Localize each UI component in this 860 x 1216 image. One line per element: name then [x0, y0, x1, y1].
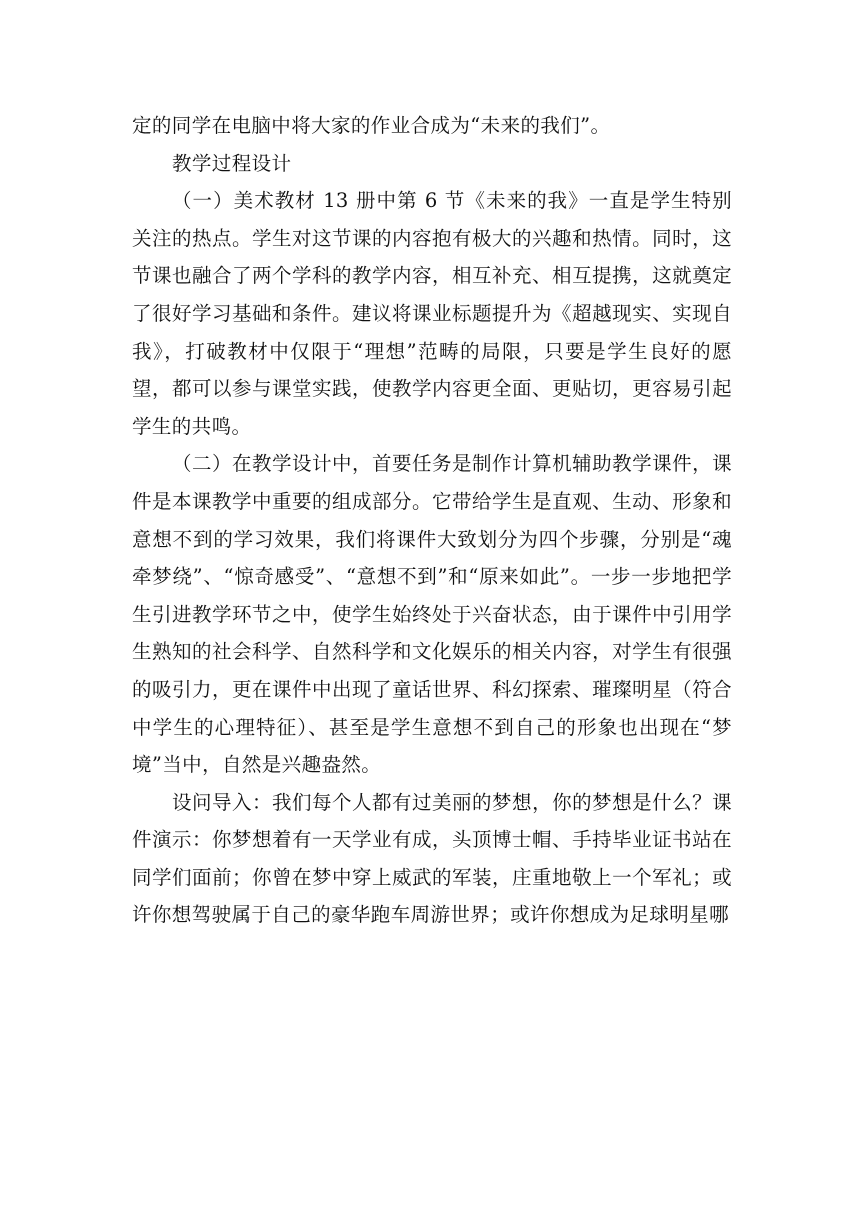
document-body — [132, 107, 732, 934]
paragraph-part-two: （二）在教学设计中，首要任务是制作计算机辅助教学课件，课件是本课教学中重要的组成部分。它带给学生是直观、生动、形象和意想不到的学习效果，我们将课件大致划分为四个步骤，分别是“魂牵梦绕”、“惊奇感受”、“意想不到”和“原来如此”。一步一步地把学生引进教学环节之中，使学生始终处于兴奋状态，由于课件中引用学生熟知的社会科学、自然科学和文化娱乐的相关内容，对学生有很强的吸引力，更在课件中出现了童话世界、科幻探索、璀璨明星（符合中学生的心理特征）、甚至是学生意想不到自己的形象也出现在“梦境”当中，自然是兴趣盎然。 — [132, 452, 732, 777]
paragraph-part-one: （一）美术教材 13 册中第 6 节《未来的我》一直是学生特别关注的热点。学生对这节课的内容抱有极大的兴趣和热情。同时，这节课也融合了两个学科的教学内容，相互补充、相互提携，这就奠定了很好学习基础和条件。建议将课业标题提升为《超越现实、实现自我》，打破教材中仅限于“理想”范畴的局限，只要是学生良好的愿望，都可以参与课堂实践，使教学内容更全面、更贴切，更容易引起学生的共鸣。 — [132, 189, 732, 438]
section-heading: 教学过程设计 — [172, 151, 292, 175]
continued-paragraph: 定的同学在电脑中将大家的作业合成为“未来的我们”。 — [132, 114, 611, 137]
paragraph-question-intro: 设问导入：我们每个人都有过美丽的梦想，你的梦想是什么？课件演示：你梦想着有一天学业有成，头顶博士帽、手持毕业证书站在同学们面前；你曾在梦中穿上威武的军装，庄重地敬上一个军礼；或许你想驾驶属于自己的豪华跑车周游世界；或许你想成为足球明星哪 — [132, 790, 732, 927]
